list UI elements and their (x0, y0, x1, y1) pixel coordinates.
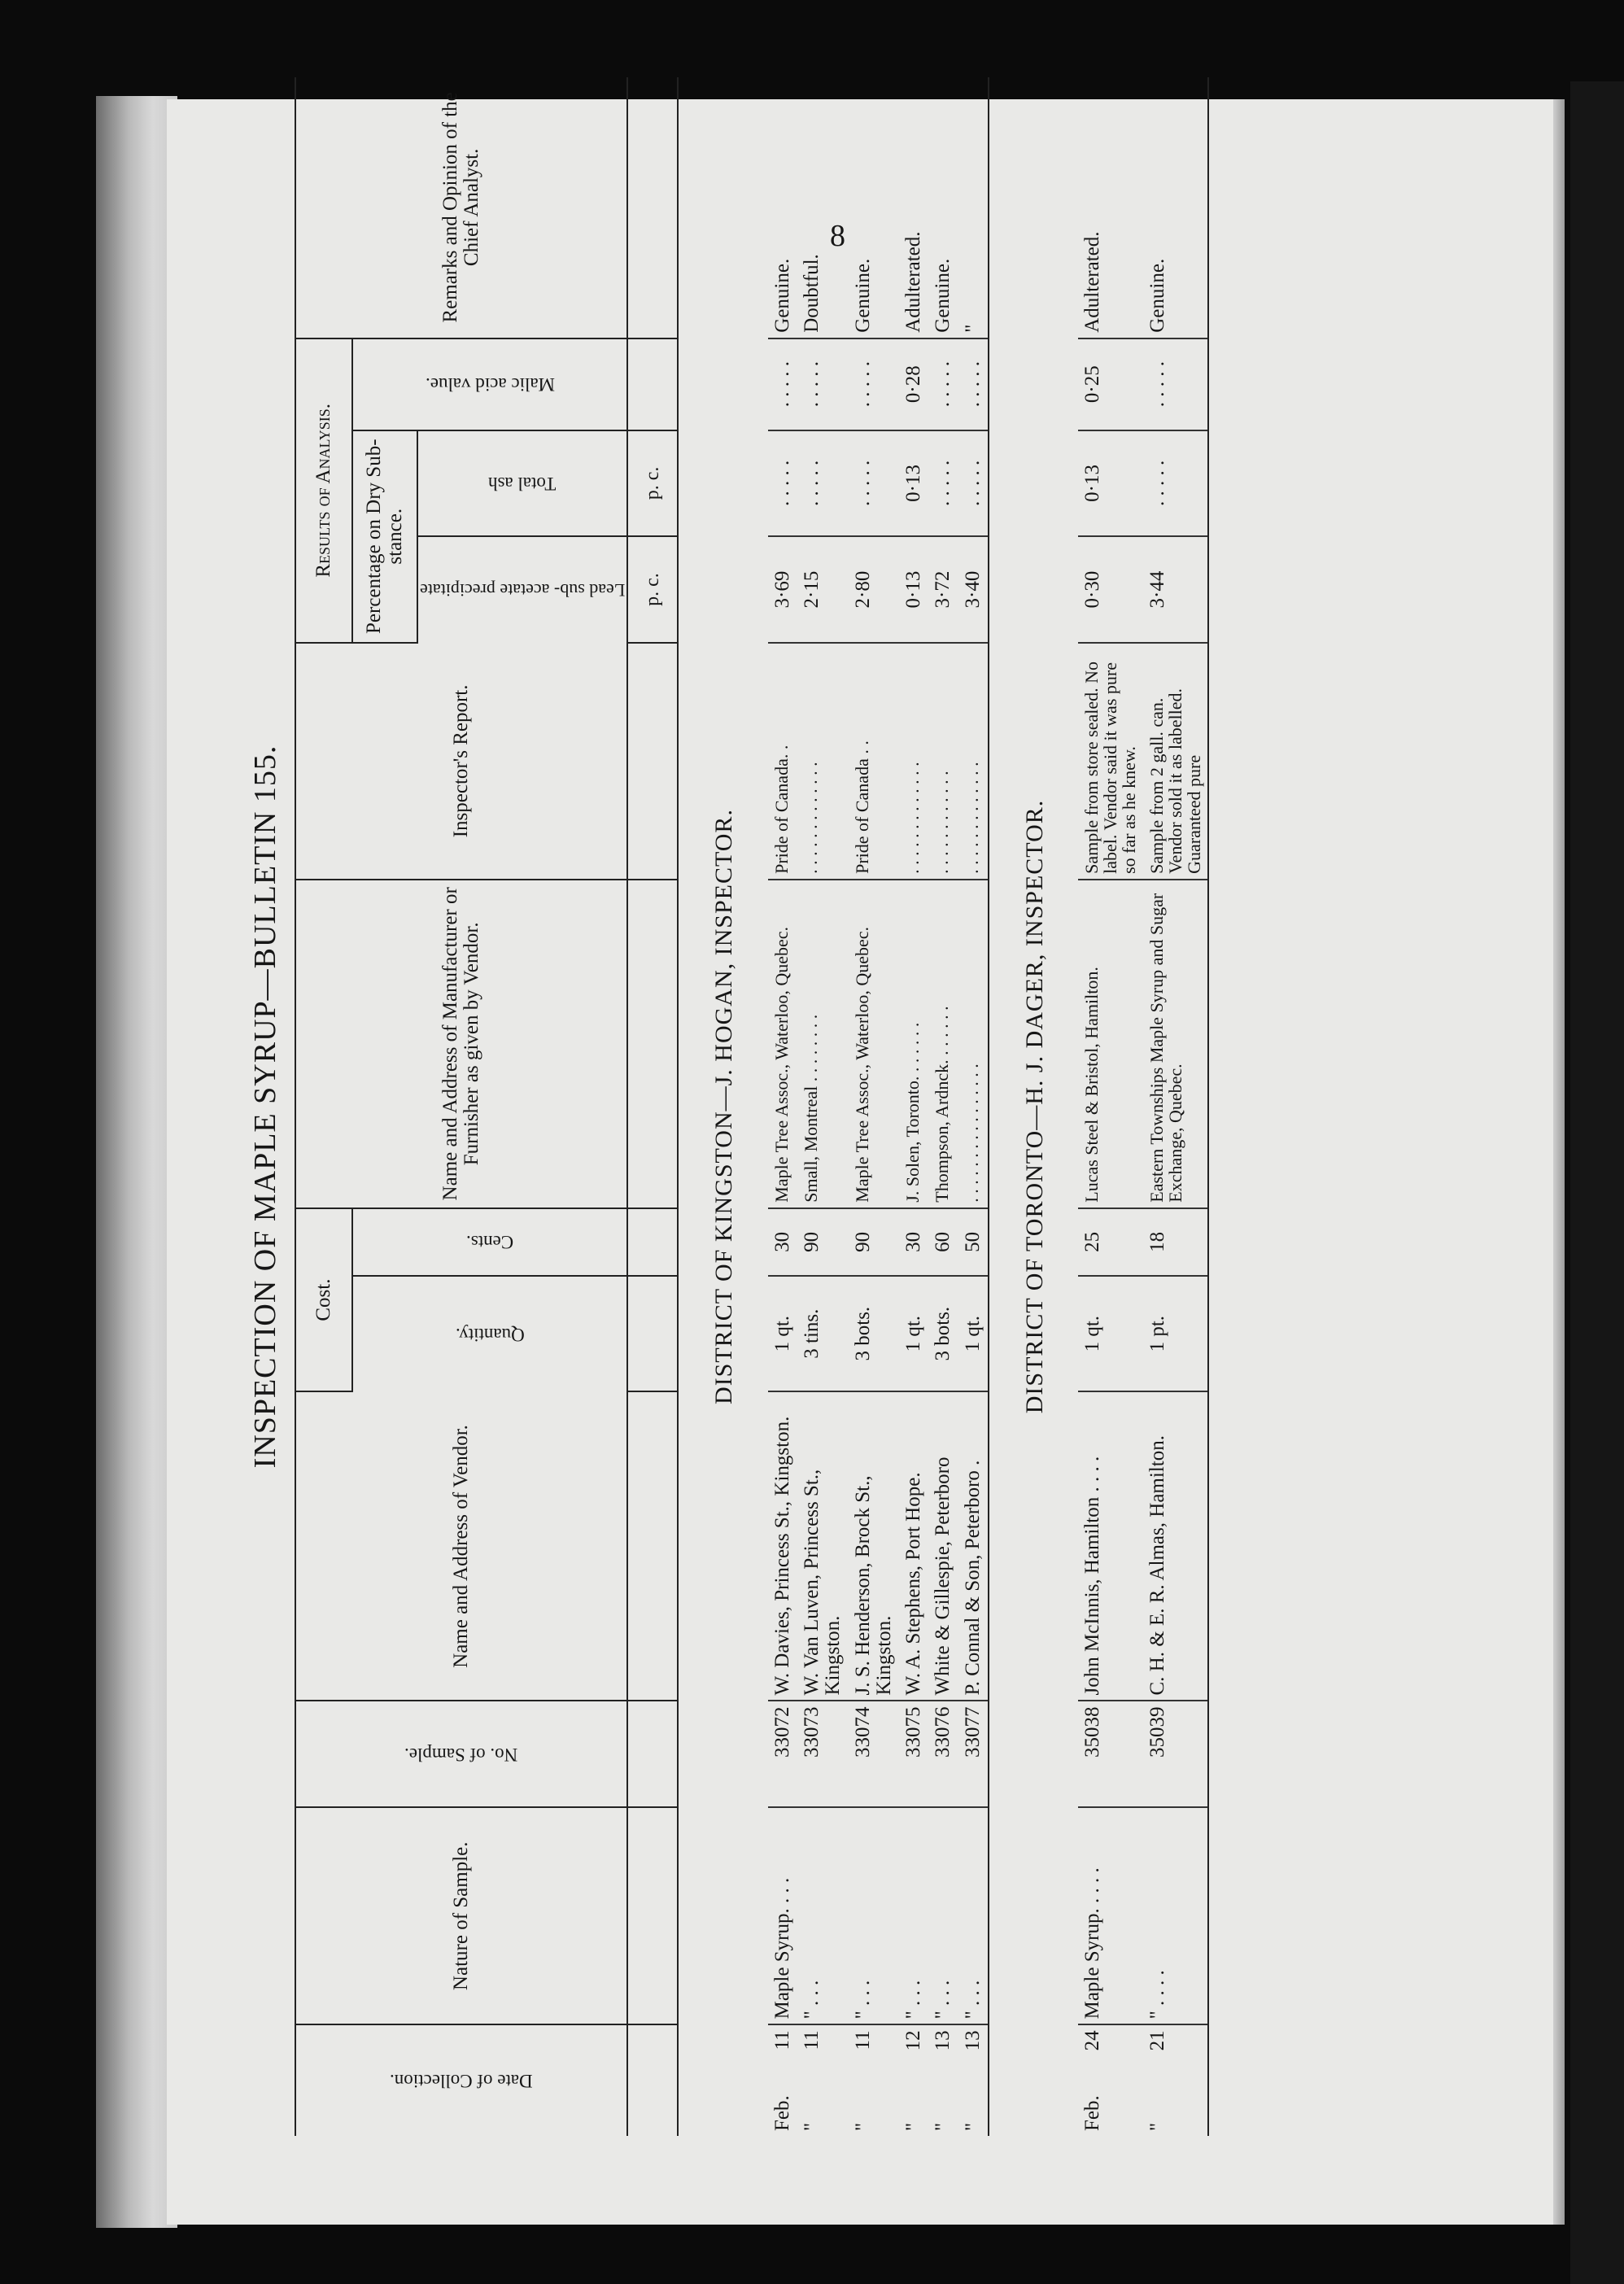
header-cost: Cost. (295, 1208, 352, 1392)
cell-month: " (851, 2122, 874, 2131)
cell-vendor: J. S. Henderson, Brock St., Kingston. (849, 1391, 900, 1701)
cell-month: Feb. (771, 2095, 793, 2131)
cell-remarks: Genuine. (768, 77, 797, 338)
cell-date (1143, 2024, 1208, 2136)
table-row (899, 77, 928, 2136)
table-row (768, 77, 797, 2136)
header-report: Inspector's Report. (295, 643, 627, 880)
header-date: Date of Collection. (295, 2024, 627, 2136)
unit-row (627, 77, 678, 2136)
cell-nature: " . . . (849, 1807, 900, 2024)
cell-no: 33077 (958, 1701, 989, 1808)
cell-lead: 2·80 (849, 536, 900, 643)
cell-malic: 0·28 (899, 338, 928, 430)
cell-ash: . . . . . (1143, 430, 1208, 537)
cell-vendor: C. H. & E. R. Almas, Hamilton. (1143, 1391, 1208, 1701)
cell-day: 13 (932, 2030, 954, 2051)
cell-manufacturer: Eastern Townships Maple Syrup and Sugar Exchange, Quebec. (1143, 880, 1208, 1208)
cell-day: 21 (1146, 2030, 1168, 2051)
cell-day: 11 (851, 2030, 874, 2050)
cell-cents: 18 (1143, 1208, 1208, 1276)
rotated-page-content (244, 77, 1481, 2136)
cell-report: Sample from 2 gall. can. Vendor sold it as labelled. Guaranteed pure (1143, 643, 1208, 880)
cell-month: Feb. (1081, 2095, 1104, 2131)
cell-no: 33076 (928, 1701, 958, 1808)
cell-date (768, 2024, 797, 2136)
header-ash: Total ash (417, 430, 627, 537)
cell-date (899, 2024, 928, 2136)
cell-malic: . . . . . (928, 338, 958, 430)
table-row (958, 77, 989, 2136)
book-binding (96, 96, 177, 2228)
table-row (849, 77, 900, 2136)
cell-month: " (1146, 2122, 1168, 2131)
cell-manufacturer: Maple Tree Assoc., Waterloo, Quebec. (768, 880, 797, 1208)
header-nature: Nature of Sample. (295, 1807, 627, 2024)
right-edge-shadow (1570, 81, 1624, 2284)
cell-date (958, 2024, 989, 2136)
cell-remarks: Genuine. (928, 77, 958, 338)
cell-date (928, 2024, 958, 2136)
page-title: INSPECTION OF MAPLE SYRUP—BULLETIN 155. (248, 745, 282, 1469)
district-heading-row (989, 77, 1079, 2136)
header-percentage: Percentage on Dry Sub- stance. (352, 430, 417, 643)
cell-vendor: John McInnis, Hamilton . . . . (1078, 1391, 1142, 1701)
cell-month: " (801, 2122, 823, 2131)
cell-qty: 3 bots. (928, 1276, 958, 1392)
cell-qty: 3 bots. (849, 1276, 900, 1392)
cell-lead: 0·13 (899, 536, 928, 643)
cell-nature: Maple Syrup. . . . (768, 1807, 797, 2024)
cell-no: 33074 (849, 1701, 900, 1808)
cell-no: 35038 (1078, 1701, 1142, 1808)
cell-malic: . . . . . (849, 338, 900, 430)
cell-lead: 3·40 (958, 536, 989, 643)
table-row (797, 77, 849, 2136)
cell-ash: . . . . . (849, 430, 900, 537)
cell-cents: 60 (928, 1208, 958, 1276)
cell-lead: 3·72 (928, 536, 958, 643)
cell-qty: 1 qt. (899, 1276, 928, 1392)
cell-nature: " . . . (928, 1807, 958, 2024)
cell-report: Pride of Canada. . (768, 643, 797, 880)
header-vendor: Name and Address of Vendor. (295, 1391, 627, 1701)
cell-vendor: W. Davies, Princess St., Kingston. (768, 1391, 797, 1701)
cell-lead: 2·15 (797, 536, 849, 643)
cell-ash: 0·13 (1078, 430, 1142, 537)
inspection-table (295, 77, 1209, 2136)
table-row (1078, 77, 1142, 2136)
cell-ash: . . . . . (958, 430, 989, 537)
cell-no: 35039 (1143, 1701, 1208, 1808)
cell-nature: " . . . . (1143, 1807, 1208, 2024)
cell-manufacturer: Small, Montreal . . . . . . . . (797, 880, 849, 1208)
district-title: DISTRICT OF KINGSTON—J. HOGAN, INSPECTOR. (710, 809, 738, 1404)
header-sample-no: No. of Sample. (295, 1701, 627, 1808)
cell-remarks: Genuine. (849, 77, 900, 338)
cell-cents: 50 (958, 1208, 989, 1276)
cell-month: " (961, 2122, 984, 2131)
cell-report: Sample from store sealed. No label. Vendor said it was pure so far as he knew. (1078, 643, 1142, 880)
cell-day: 12 (902, 2030, 924, 2051)
cell-nature: Maple Syrup. . . . . (1078, 1807, 1142, 2024)
cell-nature: " . . . (958, 1807, 989, 2024)
cell-day: 24 (1081, 2030, 1104, 2051)
cell-no: 33075 (899, 1701, 928, 1808)
cell-no: 33072 (768, 1701, 797, 1808)
cell-cents: 90 (849, 1208, 900, 1276)
cell-ash: 0·13 (899, 430, 928, 537)
cell-malic: . . . . . (958, 338, 989, 430)
cell-vendor: White & Gillespie, Peterboro (928, 1391, 958, 1701)
cell-cents: 90 (797, 1208, 849, 1276)
cell-report: Pride of Canada . . (849, 643, 900, 880)
cell-qty: 1 pt. (1143, 1276, 1208, 1392)
table-row (1143, 77, 1208, 2136)
cell-ash: . . . . . (768, 430, 797, 537)
unit-lead: p. c. (627, 536, 678, 643)
cell-manufacturer: . . . . . . . . . . . . . . . . (958, 880, 989, 1208)
cell-vendor: W. A. Stephens, Port Hope. (899, 1391, 928, 1701)
cell-date (797, 2024, 849, 2136)
cell-remarks: Adulterated. (1078, 77, 1142, 338)
cell-manufacturer: Thompson, Ardnck. . . . . . . (928, 880, 958, 1208)
header-malic: Malic acid value. (352, 338, 627, 430)
page-number: 8 (830, 219, 845, 253)
district-rows (678, 77, 1208, 2136)
cell-malic: . . . . . (768, 338, 797, 430)
unit-ash: p. c. (627, 430, 678, 537)
cell-qty: 1 qt. (768, 1276, 797, 1392)
cell-month: " (902, 2122, 924, 2131)
cell-qty: 1 qt. (1078, 1276, 1142, 1392)
cell-malic: . . . . . (797, 338, 849, 430)
cell-remarks: Doubtful. (797, 77, 849, 338)
cell-date (849, 2024, 900, 2136)
cell-report: . . . . . . . . . . . . (928, 643, 958, 880)
cell-remarks: Genuine. (1143, 77, 1208, 338)
cell-date (1078, 2024, 1142, 2136)
cell-malic: 0·25 (1078, 338, 1142, 430)
header-cents: Cents. (352, 1208, 627, 1276)
cell-lead: 3·69 (768, 536, 797, 643)
cell-manufacturer: J. Solen, Toronto. . . . . . . (899, 880, 928, 1208)
cell-nature: " . . . (899, 1807, 928, 2024)
cell-no: 33073 (797, 1701, 849, 1808)
cell-remarks: Adulterated. (899, 77, 928, 338)
cell-vendor: W. Van Luven, Princess St., Kingston. (797, 1391, 849, 1701)
cell-remarks: " (958, 77, 989, 338)
cell-malic: . . . . . (1143, 338, 1208, 430)
cell-ash: . . . . . (928, 430, 958, 537)
header-manufacturer: Name and Address of Manufacturer or Furnisher as given by Vendor. (295, 880, 627, 1208)
cell-qty: 3 tins. (797, 1276, 849, 1392)
cell-lead: 0·30 (1078, 536, 1142, 643)
cell-day: 13 (961, 2030, 984, 2051)
header-lead: Lead sub- acetate precipitate (417, 536, 627, 643)
cell-nature: " . . . (797, 1807, 849, 2024)
cell-month: " (932, 2122, 954, 2131)
cell-ash: . . . . . (797, 430, 849, 537)
header-quantity: Quantity. (352, 1276, 627, 1392)
cell-cents: 25 (1078, 1208, 1142, 1276)
table-row (928, 77, 958, 2136)
cell-lead: 3·44 (1143, 536, 1208, 643)
cell-day: 11 (801, 2030, 823, 2050)
cell-cents: 30 (899, 1208, 928, 1276)
cell-report: . . . . . . . . . . . . . (797, 643, 849, 880)
cell-report: . . . . . . . . . . . . . (958, 643, 989, 880)
header-remarks: Remarks and Opinion of the Chief Analyst. (295, 77, 627, 338)
district-heading-row (678, 77, 768, 2136)
cell-manufacturer: Lucas Steel & Bristol, Hamilton. (1078, 880, 1142, 1208)
cell-report: . . . . . . . . . . . . . (899, 643, 928, 880)
district-title: DISTRICT OF TORONTO—H. J. DAGER, INSPECTOR. (1020, 799, 1048, 1414)
cell-day: 11 (771, 2030, 793, 2050)
cell-vendor: P. Connal & Son, Peterboro . (958, 1391, 989, 1701)
cell-cents: 30 (768, 1208, 797, 1276)
cell-qty: 1 qt. (958, 1276, 989, 1392)
cell-manufacturer: Maple Tree Assoc., Waterloo, Quebec. (849, 880, 900, 1208)
header-results: Results of Analysis. (295, 338, 352, 643)
